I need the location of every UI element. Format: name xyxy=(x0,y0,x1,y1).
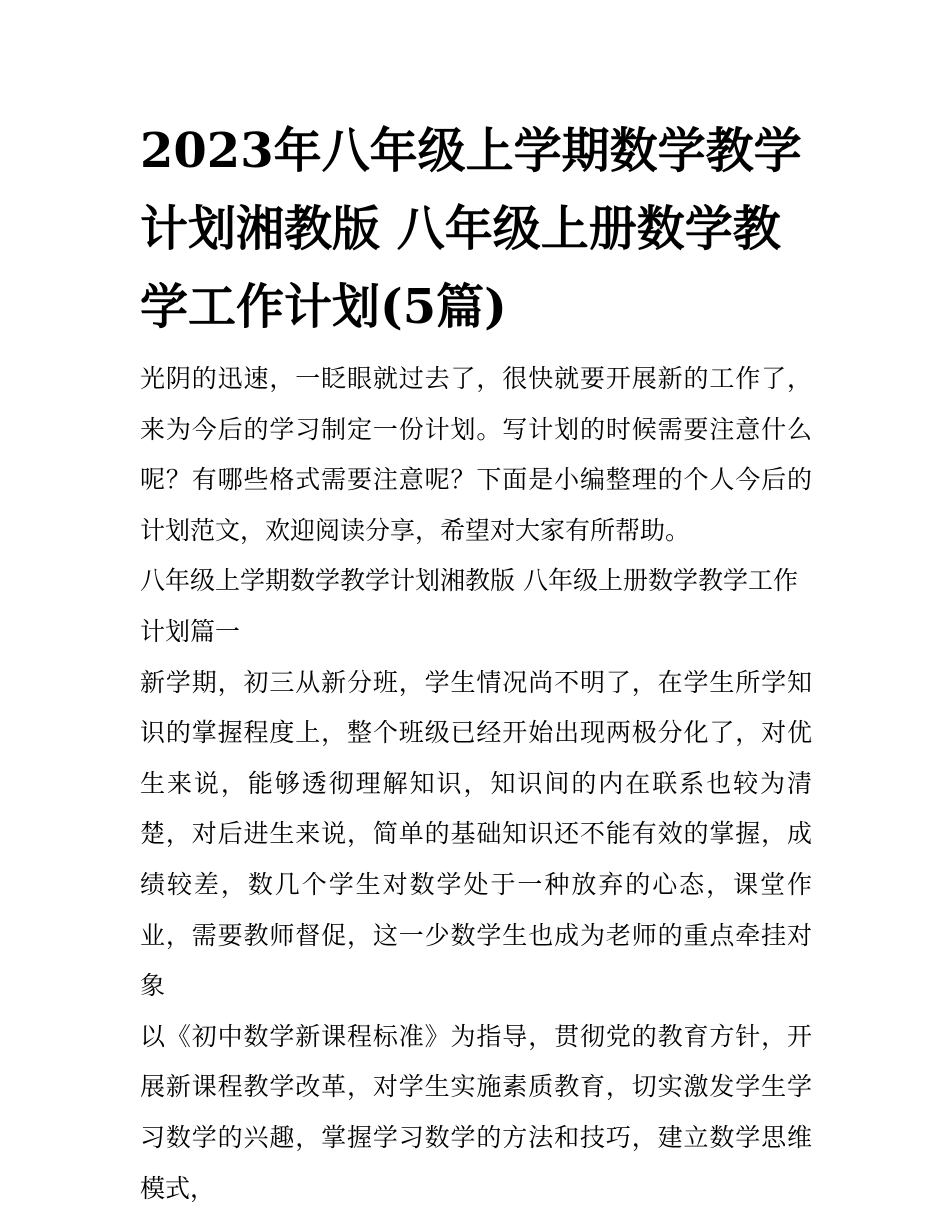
situation-paragraph: 新学期，初三从新分班，学生情况尚不明了，在学生所学知识的掌握程度上，整个班级已经开始出现两极分化了，对优生来说，能够透彻理解知识，知识间的内在联系也较为清楚，对后进生来说，简单的基础知识还不能有效的掌握，成绩较差，数几个学生对数学处于一种放弃的心态，课堂作业，需要教师督促，这一少数学生也成为老师的重点牵挂对象 xyxy=(140,667,812,1001)
intro-paragraph: 光阴的迅速，一眨眼就过去了，很快就要开展新的工作了，来为今后的学习制定一份计划。写计划的时候需要注意什么呢？有哪些格式需要注意呢？下面是小编整理的个人今后的计划范文，欢迎阅读分享，希望对大家有所帮助。 xyxy=(140,364,812,545)
document-body xyxy=(140,354,812,1214)
section-heading-paragraph: 八年级上学期数学教学计划湘教版 八年级上册数学教学工作计划篇一 xyxy=(140,566,798,646)
document-title: 2023年八年级上学期数学教学计划湘教版 八年级上册数学教学工作计划(5篇) xyxy=(140,123,802,335)
guidance-paragraph: 以《初中数学新课程标准》为指导，贯彻党的教育方针，开展新课程教学改革，对学生实施素质教育，切实激发学生学习数学的兴趣，掌握学习数学的方法和技巧，建立数学思维模式， xyxy=(140,1021,812,1203)
